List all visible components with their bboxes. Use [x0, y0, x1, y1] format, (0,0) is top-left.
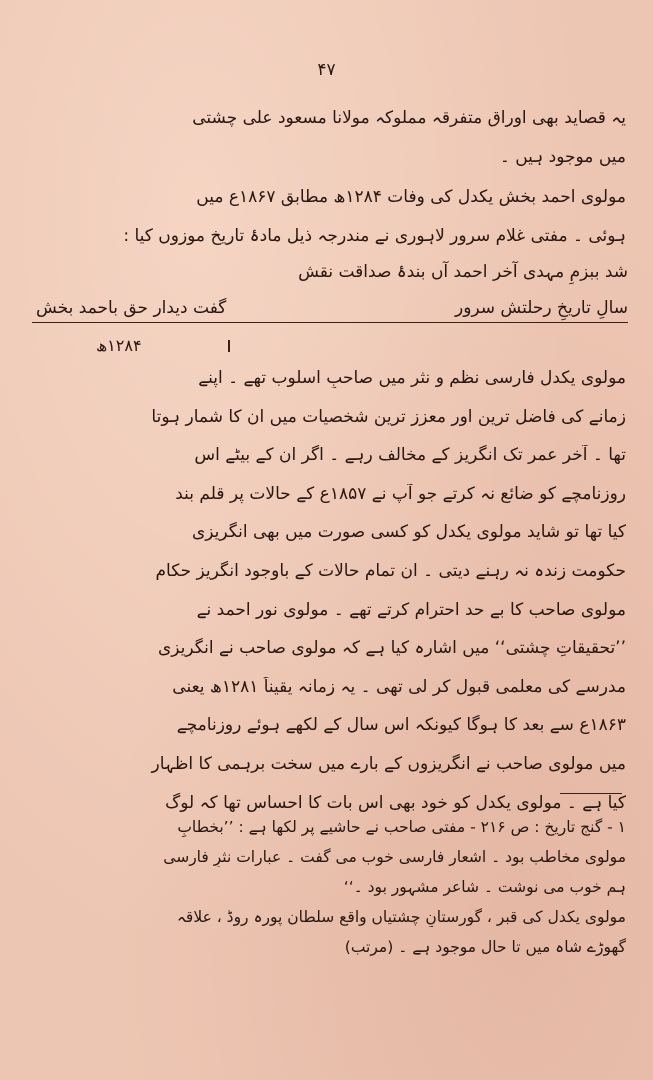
body-text — [24, 108, 626, 265]
verse-line-1 — [36, 262, 628, 282]
footnote-line: ۱ - گنجِ تاریخ : ص ۲۱۶ - مفتی صاحب نے حاشیے پر لکھا ہے : ’’بخطابِ — [177, 818, 626, 836]
chronogram-date: ۱۲۸۴ھ — [96, 336, 142, 355]
verse-line-2 — [36, 298, 628, 318]
date-tick-mark — [228, 340, 230, 352]
verse-underline — [32, 322, 628, 323]
text-line: کیا تھا تو شاید مولوی یکدل کو کسی صورت میں بھی انگریزی — [191, 522, 626, 543]
verse-hemistich: گفت دیدار حق باحمد بخش — [36, 298, 227, 318]
death-paragraph — [24, 187, 626, 246]
footnote-line: گھوڑے شاہ میں تا حال موجود ہے ۔ (مرتب) — [344, 938, 626, 956]
footnote-line: ہم خوب می نوشت ۔ شاعر مشہور بود ۔‘‘ — [343, 878, 626, 896]
text-line: زمانے کی فاضل ترین اور معزز ترین شخصیات میں ان کا شمار ہوتا — [151, 406, 626, 427]
main-paragraph — [24, 368, 626, 831]
footnote-line: مولوی مخاطب بود ۔ اشعار فارسی خوب می گفت ۔ عبارات نثرِ فارسی — [163, 848, 626, 866]
intro-paragraph — [24, 108, 626, 167]
footnote — [30, 818, 626, 968]
text-line: ہوئی ۔ مفتی غلام سرور لاہوری نے مندرجہ ذیل مادۂ تاریخ موزوں کیا : — [123, 226, 626, 246]
text-line: ۱۸۶۳ع سے بعد کا ہوگا کیونکہ اس سال کے لکھے ہوئے روزنامچے — [176, 715, 626, 736]
text-line: تھا ۔ آخر عمر تک انگریز کے مخالف رہے ۔ اگر ان کے بیٹے اس — [194, 445, 626, 466]
text-line: ’’تحقیقاتِ چشتی‘‘ میں اشارہ کیا ہے کہ مولوی صاحب نے انگریزی — [157, 638, 626, 659]
page-number: ۴۷ — [317, 60, 336, 80]
chronogram-verse — [36, 262, 628, 334]
text-line: میں موجود ہیں ۔ — [499, 147, 626, 167]
text-line: حکومت زندہ نہ رہنے دیتی ۔ ان تمام حالات کے باوجود انگریز حکام — [155, 560, 626, 581]
footnote-line: مولوی یکدل کی قبر ، گورستانِ چشتیاں واقع سلطان پورہ روڈ ، علاقہ — [176, 908, 626, 926]
text-line: مولوی صاحب کا بے حد احترام کرتے تھے ۔ مولوی نور احمد نے — [196, 599, 626, 620]
text-line: میں مولوی صاحب نے انگریزوں کے بارے میں سخت برہمی کا اظہار — [151, 753, 626, 774]
text-line: یہ قصاید بھی اوراقِ متفرقہ مملوکہ مولانا مسعود علی چشتی — [192, 108, 626, 128]
verse-hemistich: شد ببزمِ مہدی آخر احمد آں بندۂ صداقت نقش — [298, 262, 628, 282]
text-line: روزنامچے کو ضائع نہ کرتے جو آپ نے ۱۸۵۷ع کے حالات پر قلم بند — [175, 483, 626, 504]
verse-hemistich: سالِ تاریخِ رحلتش سرور — [454, 298, 628, 318]
text-line: مدرسے کی معلمی قبول کر لی تھی ۔ یہ زمانہ یقیناً ۱۲۸۱ھ یعنی — [172, 676, 626, 697]
text-line: کیا ہے ۔ مولوی یکدل کو خود بھی اس بات کا احساس تھا کہ لوگ — [165, 792, 626, 813]
footnote-separator — [560, 793, 622, 794]
text-line: مولوی یکدل فارسی نظم و نثر میں صاحبِ اسلوب تھے ۔ اپنے — [198, 368, 626, 388]
text-line: مولوی احمد بخش یکدل کی وفات ۱۲۸۴ھ مطابق ۱۸۶۷ع میں — [196, 187, 626, 207]
